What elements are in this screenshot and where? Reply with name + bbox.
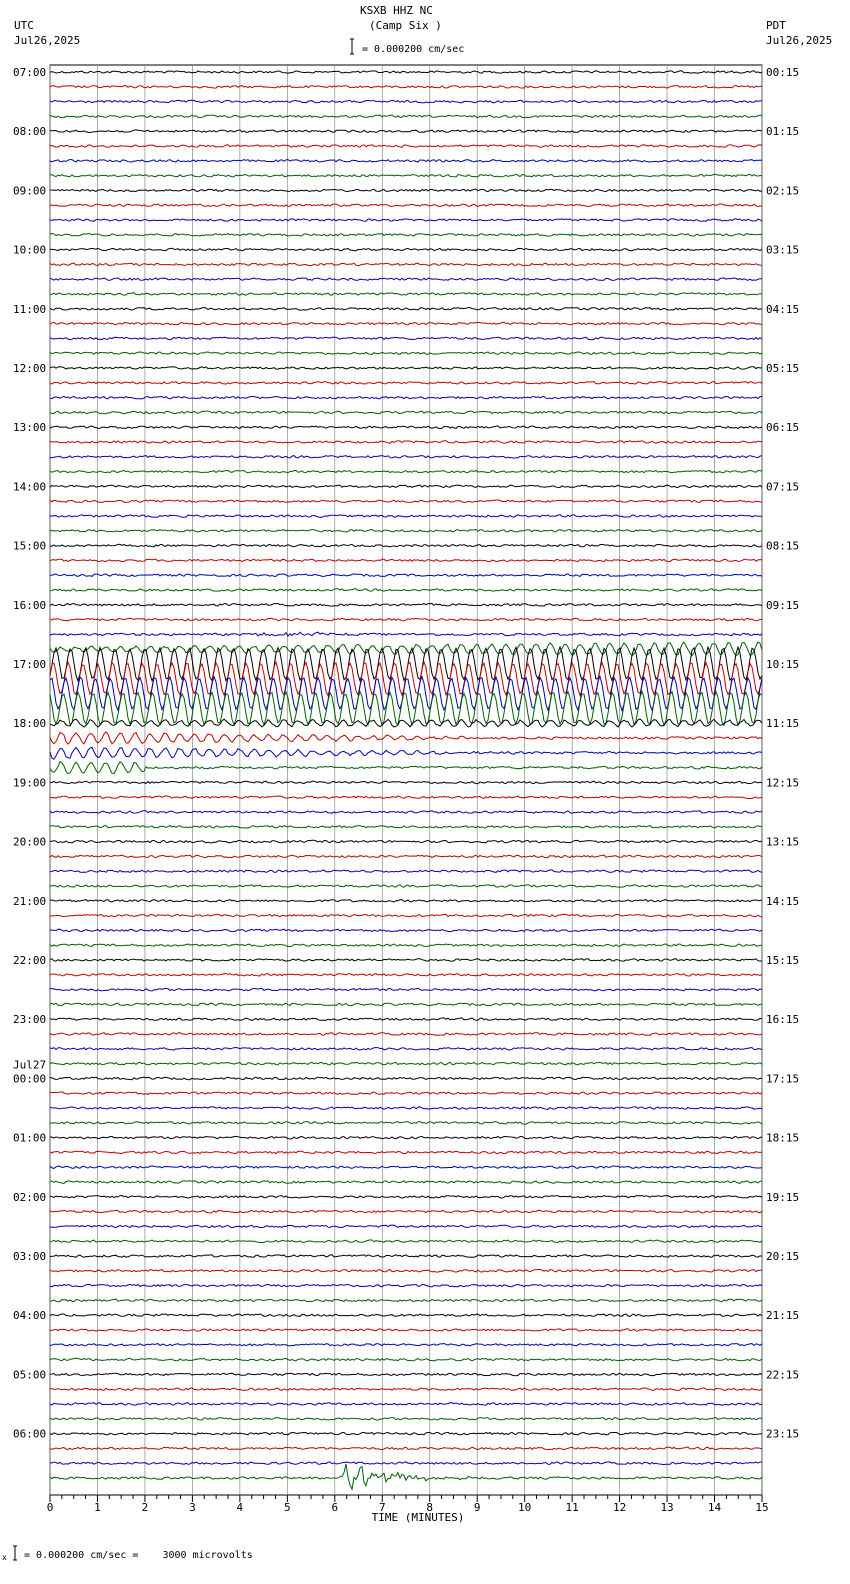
seismogram-trace bbox=[50, 944, 762, 947]
seismogram-trace bbox=[50, 485, 762, 488]
seismogram-trace bbox=[50, 1048, 762, 1051]
seismogram-trace bbox=[50, 870, 762, 873]
seismogram-trace bbox=[50, 574, 762, 577]
seismogram-trace bbox=[50, 1240, 762, 1243]
seismogram-trace bbox=[50, 1107, 762, 1110]
seismogram-trace bbox=[50, 1210, 762, 1213]
right-hour-label: 17:15 bbox=[766, 1072, 800, 1086]
seismogram-trace bbox=[50, 1033, 762, 1036]
left-hour-label: 10:00 bbox=[13, 243, 47, 257]
left-hour-label: 09:00 bbox=[13, 184, 47, 198]
seismogram-trace bbox=[50, 811, 762, 814]
seismogram-trace bbox=[50, 1464, 762, 1489]
right-hour-label: 03:15 bbox=[766, 243, 800, 257]
right-timezone: PDT bbox=[766, 19, 786, 32]
left-hour-label: 03:00 bbox=[13, 1250, 47, 1263]
x-tick-label: 6 bbox=[331, 1501, 339, 1514]
seismogram-trace bbox=[50, 71, 762, 74]
seismogram-trace bbox=[50, 914, 762, 917]
seismogram-trace bbox=[50, 367, 762, 370]
left-hour-label: 06:00 bbox=[13, 1427, 47, 1441]
footer-scale-marker: x bbox=[2, 1553, 7, 1562]
x-tick-label: 3 bbox=[189, 1501, 196, 1514]
left-hour-label: 01:00 bbox=[13, 1131, 47, 1145]
seismogram-trace bbox=[50, 826, 762, 829]
seismogram-trace bbox=[50, 322, 762, 325]
seismogram-trace bbox=[50, 900, 762, 902]
x-tick-label: 5 bbox=[284, 1501, 291, 1514]
left-hour-label: 13:00 bbox=[13, 421, 47, 435]
x-tick-label: 13 bbox=[660, 1501, 674, 1514]
left-hour-label: 00:00 bbox=[13, 1072, 47, 1086]
seismogram-trace bbox=[50, 160, 762, 163]
seismogram-trace bbox=[50, 100, 762, 103]
x-tick-label: 8 bbox=[426, 1501, 434, 1514]
seismogram-trace bbox=[50, 1462, 762, 1465]
seismogram-trace bbox=[50, 732, 762, 744]
left-hour-label: 08:00 bbox=[13, 125, 47, 139]
right-hour-label: 01:15 bbox=[766, 125, 800, 139]
x-axis-label: TIME (MINUTES) bbox=[371, 1511, 465, 1524]
right-hour-label: 06:15 bbox=[766, 421, 800, 435]
left-hour-label: 16:00 bbox=[13, 598, 47, 612]
seismogram-trace bbox=[50, 604, 762, 607]
x-tick-label: 0 bbox=[46, 1501, 54, 1514]
seismogram-trace bbox=[50, 530, 762, 533]
seismogram-trace bbox=[50, 204, 762, 206]
left-hour-label: 22:00 bbox=[13, 954, 47, 967]
seismogram-trace bbox=[50, 441, 762, 444]
seismogram-trace bbox=[50, 470, 762, 472]
left-hour-label: 20:00 bbox=[13, 835, 47, 849]
left-date: Jul26,2025 bbox=[14, 34, 81, 47]
left-hour-label: 02:00 bbox=[13, 1190, 47, 1204]
seismogram-trace bbox=[50, 1151, 762, 1153]
seismogram-trace bbox=[50, 500, 762, 503]
left-timezone: UTC bbox=[14, 19, 34, 32]
seismogram-trace bbox=[50, 1329, 762, 1332]
right-hour-label: 10:15 bbox=[766, 658, 800, 671]
seismogram-trace bbox=[50, 1166, 762, 1169]
seismogram-trace bbox=[50, 1373, 762, 1376]
seismogram-trace bbox=[50, 219, 762, 222]
seismogram-trace bbox=[50, 1447, 762, 1450]
right-hour-label: 19:15 bbox=[766, 1190, 800, 1204]
seismogram-trace bbox=[50, 1196, 762, 1199]
seismogram-trace bbox=[50, 130, 762, 133]
left-hour-label: 14:00 bbox=[13, 480, 47, 494]
seismogram-trace bbox=[50, 559, 762, 562]
x-tick-label: 11 bbox=[565, 1501, 579, 1514]
seismogram-trace bbox=[50, 1299, 762, 1302]
seismogram-trace bbox=[50, 1136, 762, 1139]
seismogram-trace bbox=[50, 1418, 762, 1421]
seismogram-trace bbox=[50, 1122, 762, 1125]
seismogram-trace bbox=[50, 1062, 762, 1064]
left-hour-label: 21:00 bbox=[13, 894, 47, 908]
seismogram-trace bbox=[50, 1403, 762, 1406]
left-hour-label: 04:00 bbox=[13, 1309, 47, 1323]
right-hour-label: 08:15 bbox=[766, 539, 800, 553]
seismogram-trace bbox=[50, 747, 762, 759]
x-tick-label: 10 bbox=[518, 1501, 532, 1514]
seismogram-trace bbox=[50, 145, 762, 148]
seismogram-trace bbox=[50, 974, 762, 976]
left-hour-label: 05:00 bbox=[13, 1368, 47, 1382]
left-hour-label: 23:00 bbox=[13, 1013, 47, 1027]
station-title: KSXB HHZ NC bbox=[360, 4, 433, 17]
seismogram-trace bbox=[50, 988, 762, 991]
left-hour-label: 17:00 bbox=[13, 658, 47, 671]
seismogram-trace bbox=[50, 337, 762, 340]
seismogram-trace bbox=[50, 719, 762, 727]
seismogram-trace bbox=[50, 642, 762, 656]
right-hour-label: 20:15 bbox=[766, 1250, 800, 1263]
seismogram-trace bbox=[50, 515, 762, 518]
seismogram-trace bbox=[50, 840, 762, 843]
right-hour-label: 07:15 bbox=[766, 480, 800, 494]
scale-label: = 0.000200 cm/sec bbox=[362, 44, 465, 55]
right-hour-label: 23:15 bbox=[766, 1427, 800, 1441]
location-subtitle: (Camp Six ) bbox=[369, 19, 442, 32]
seismogram-trace bbox=[50, 86, 762, 89]
right-hour-label: 04:15 bbox=[766, 302, 800, 316]
seismogram-trace bbox=[50, 589, 762, 592]
seismogram-trace bbox=[50, 234, 762, 237]
seismogram-traces bbox=[50, 71, 762, 1489]
x-tick-label: 7 bbox=[378, 1501, 386, 1514]
seismogram-trace bbox=[50, 544, 762, 547]
right-hour-label: 21:15 bbox=[766, 1309, 800, 1323]
right-hour-label: 09:15 bbox=[766, 598, 800, 612]
right-hour-label: 16:15 bbox=[766, 1013, 800, 1027]
right-date: Jul26,2025 bbox=[766, 34, 833, 47]
right-hour-label: 18:15 bbox=[766, 1131, 800, 1145]
seismogram-trace bbox=[50, 1314, 762, 1317]
seismogram-trace bbox=[50, 1255, 762, 1258]
footer-scale-label: = 0.000200 cm/sec = 3000 microvolts bbox=[24, 1550, 253, 1561]
seismogram-trace bbox=[50, 278, 762, 281]
x-tick-label: 1 bbox=[94, 1501, 101, 1514]
seismogram-trace bbox=[50, 426, 762, 429]
seismogram-trace bbox=[50, 174, 762, 177]
left-hour-label: 07:00 bbox=[13, 66, 47, 79]
time-axis bbox=[47, 1495, 769, 1524]
seismogram-trace bbox=[50, 1181, 762, 1184]
seismogram-trace bbox=[50, 618, 762, 621]
seismogram-trace bbox=[50, 352, 762, 355]
right-hour-label: 22:15 bbox=[766, 1368, 800, 1382]
seismogram-trace bbox=[50, 1018, 762, 1021]
seismogram-trace bbox=[50, 396, 762, 399]
seismogram-trace bbox=[50, 781, 762, 784]
right-hour-label: 14:15 bbox=[766, 894, 800, 908]
seismogram-trace bbox=[50, 293, 762, 296]
seismogram-trace bbox=[50, 762, 762, 774]
seismogram-trace bbox=[50, 929, 762, 932]
seismogram-trace bbox=[50, 1388, 762, 1391]
right-hour-label: 00:15 bbox=[766, 66, 800, 79]
x-tick-label: 12 bbox=[612, 1501, 627, 1514]
x-tick-label: 14 bbox=[707, 1501, 722, 1514]
seismogram-trace bbox=[50, 115, 762, 118]
seismogram-trace bbox=[50, 1225, 762, 1228]
right-hour-label: 15:15 bbox=[766, 954, 800, 967]
seismogram-trace bbox=[50, 456, 762, 459]
seismogram-trace bbox=[50, 1077, 762, 1080]
seismogram-trace bbox=[50, 1432, 762, 1435]
seismogram-trace bbox=[50, 959, 762, 962]
left-hour-label: 15:00 bbox=[13, 539, 47, 553]
right-hour-label: 12:15 bbox=[766, 776, 800, 790]
seismogram-trace bbox=[50, 632, 762, 636]
x-tick-label: 9 bbox=[473, 1501, 481, 1514]
seismogram-trace bbox=[50, 411, 762, 414]
right-hour-label: 05:15 bbox=[766, 362, 800, 375]
seismogram-trace bbox=[50, 1270, 762, 1273]
date-change-label: Jul27 bbox=[13, 1058, 47, 1072]
seismogram-trace bbox=[50, 189, 762, 192]
x-tick-label: 15 bbox=[755, 1501, 769, 1514]
seismogram-trace bbox=[50, 885, 762, 888]
seismogram-trace bbox=[50, 1344, 762, 1347]
right-hour-label: 13:15 bbox=[766, 835, 800, 849]
x-tick-label: 4 bbox=[236, 1501, 244, 1514]
seismogram-trace bbox=[50, 1092, 762, 1095]
left-hour-label: 12:00 bbox=[13, 362, 47, 375]
x-tick-label: 2 bbox=[141, 1501, 149, 1514]
seismogram-trace bbox=[50, 308, 762, 311]
seismogram-trace bbox=[50, 1284, 762, 1286]
seismogram-trace bbox=[50, 1003, 762, 1006]
seismogram-trace bbox=[50, 248, 762, 251]
right-hour-label: 02:15 bbox=[766, 184, 800, 198]
seismogram-trace bbox=[50, 796, 762, 799]
seismogram-trace bbox=[50, 263, 762, 266]
seismogram-trace bbox=[50, 1358, 762, 1361]
seismogram-trace bbox=[50, 382, 762, 385]
left-hour-label: 18:00 bbox=[13, 717, 47, 731]
right-hour-label: 11:15 bbox=[766, 717, 800, 731]
left-hour-label: 19:00 bbox=[13, 776, 47, 790]
seismogram-trace bbox=[50, 855, 762, 858]
left-hour-label: 11:00 bbox=[13, 302, 47, 316]
